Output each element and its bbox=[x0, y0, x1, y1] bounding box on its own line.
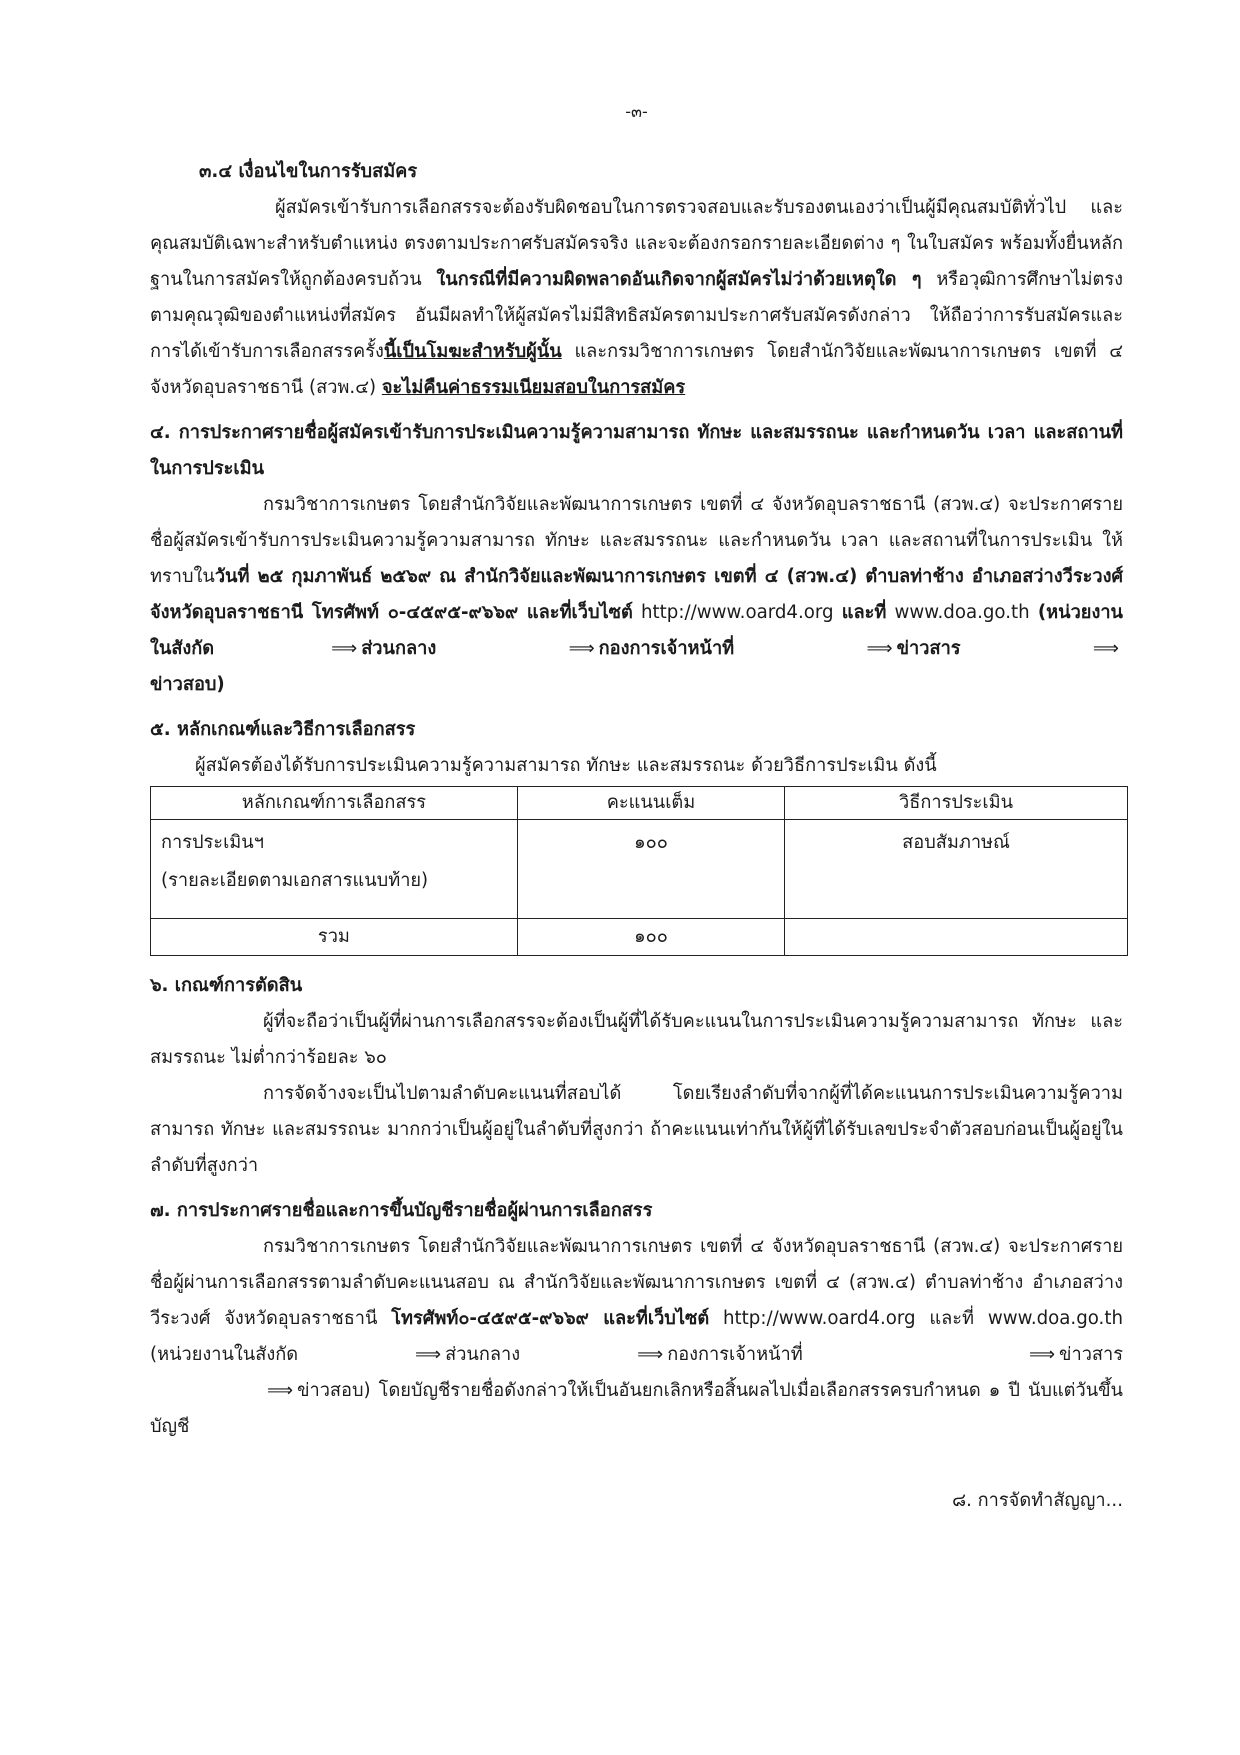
arrow-right-icon: ⟹ bbox=[1028, 1344, 1056, 1365]
section-6-para-2: การจัดจ้างจะเป็นไปตามลำดับคะแนนที่สอบได้ โดยเรียงลำดับที่จากผู้ที่ได้คะแนนการประเมินความรู้ความสามารถ ทักษะ และสมรรถนะ มากกว่าเป็นผู้อยู่ในลำดับที่สูงกว่า ถ้าคะแนนเท่ากันให้ผู้ที่ได้รับเลขประจำตัวสอบก่อนเป็นผู้อยู่ในลำดับที่สูงกว่า bbox=[150, 1083, 1123, 1176]
criteria-table bbox=[150, 786, 1128, 956]
table-header-row bbox=[151, 787, 1128, 820]
section-6-heading: ๖. เกณฑ์การตัดสิน bbox=[150, 975, 303, 996]
section-6-para-1: ผู้ที่จะถือว่าเป็นผู้ที่ผ่านการเลือกสรรจะต้องเป็นผู้ที่ได้รับคะแนนในการประเมินความรู้ความสามารถ ทักษะ และสมรรถนะ ไม่ต่ำกว่าร้อยละ ๖๐ bbox=[150, 1011, 1123, 1068]
total-score: ๑๐๐ bbox=[517, 919, 784, 956]
section-4-heading: ๔. การประกาศรายชื่อผู้สมัครเข้ารับการประเมินความรู้ความสามารถ ทักษะ และสมรรถนะ และกำหนดวัน เวลา และสถานที่ในการประเมิน bbox=[150, 422, 1123, 479]
section-7-heading: ๗. การประกาศรายชื่อและการขึ้นบัญชีรายชื่อผู้ผ่านการเลือกสรร bbox=[150, 1200, 653, 1221]
section-5-heading: ๕. หลักเกณฑ์และวิธีการเลือกสรร bbox=[150, 719, 416, 740]
section-3-4-body: ผู้สมัครเข้ารับการเลือกสรรจะต้องรับผิดชอบในการตรวจสอบและรับรองตนเองว่าเป็นผู้มีคุณสมบัติทั่วไป และคุณสมบัติเฉพาะสำหรับตำแหน่ง ตรงตามประกาศรับสมัครจริง และจะต้องกรอกรายละเอียดต่าง ๆ ในใบสมัคร พร้อมทั้งยื่นหลักฐานในการสมัครให้ถูกต้องครบถ้วน ในกรณีที่มีความผิดพลาดอันเกิดจากผู้สมัครไม่ว่าด้วยเหตุใด ๆ หรือวุฒิการศึกษาไม่ตรงตามคุณวุฒิของตำแหน่งที่สมัคร อันมีผลทำให้ผู้สมัครไม่มีสิทธิสมัครตามประกาศรับสมัครดังกล่าว ให้ถือว่าการรับสมัครและการได้เข้ารับการเลือกสรรครั้งนี้เป็นโมฆะสำหรับผู้นั้น และกรมวิชาการเกษตร โดยสำนักวิจัยและพัฒนาการเกษตร เขตที่ ๔ จังหวัดอุบลราชธานี (สวพ.๔) จะไม่คืนค่าธรรมเนียมสอบในการสมัคร bbox=[150, 197, 1123, 398]
arrow-right-icon: ⟹ bbox=[1092, 638, 1119, 659]
method-cell: สอบสัมภาษณ์ bbox=[785, 820, 1128, 919]
score-cell: ๑๐๐ bbox=[517, 820, 784, 919]
table-total-row bbox=[151, 919, 1128, 956]
arrow-right-icon: ⟹ bbox=[637, 1344, 664, 1365]
section-4-body: กรมวิชาการเกษตร โดยสำนักวิจัยและพัฒนาการเกษตร เขตที่ ๔ จังหวัดอุบลราชธานี (สวพ.๔) จะประกาศรายชื่อผู้สมัครเข้ารับการประเมินความรู้ความสามารถ ทักษะ และสมรรถนะ และกำหนดวัน เวลา และสถานที่ในการประเมิน ให้ทราบในวันที่ ๒๕ กุมภาพันธ์ ๒๕๖๙ ณ สำนักวิจัยและพัฒนาการเกษตร เขตที่ ๔ (สวพ.๔) ตำบลท่าช้าง อำเภอสว่างวีระวงศ์ จังหวัดอุบลราชธานี โทรศัพท์ ๐-๔๕๙๕-๙๖๖๙ และที่เว็บไซต์ http://www.oard4.org และที่ www.doa.go.th (หน่วยงานในสังกัด ⟹ ส่วนกลาง ⟹ กองการเจ้าหน้าที่ ⟹ ข่าวสาร ⟹ข่าวสอบ) bbox=[150, 494, 1123, 695]
arrow-right-icon: ⟹ bbox=[331, 638, 358, 659]
arrow-right-icon: ⟹ bbox=[568, 638, 595, 659]
arrow-right-icon: ⟹ bbox=[866, 638, 893, 659]
criteria-note: (รายละเอียดตามเอกสารแนบท้าย) bbox=[161, 870, 429, 891]
criteria-cell bbox=[151, 820, 518, 919]
table-header: หลักเกณฑ์การเลือกสรร bbox=[151, 787, 518, 820]
section-5-intro: ผู้สมัครต้องได้รับการประเมินความรู้ความสามารถ ทักษะ และสมรรถนะ ด้วยวิธีการประเมิน ดังนี้ bbox=[195, 755, 937, 776]
section-3-4-heading: ๓.๔ เงื่อนไขในการรับสมัคร bbox=[199, 161, 418, 182]
total-label: รวม bbox=[151, 919, 518, 956]
criteria-title: การประเมินฯ bbox=[161, 832, 264, 853]
table-row bbox=[151, 820, 1128, 919]
continuation-note: ๘. การจัดทำสัญญา... bbox=[952, 1490, 1123, 1511]
arrow-right-icon: ⟹ bbox=[267, 1380, 294, 1401]
section-7-body: กรมวิชาการเกษตร โดยสำนักวิจัยและพัฒนาการเกษตร เขตที่ ๔ จังหวัดอุบลราชธานี (สวพ.๔) จะประกาศรายชื่อผู้ผ่านการเลือกสรรตามลำดับคะแนนสอบ ณ สำนักวิจัยและพัฒนาการเกษตร เขตที่ ๔ (สวพ.๔) ตำบลท่าช้าง อำเภอสว่างวีระวงศ์ จังหวัดอุบลราชธานี โทรศัพท์๐-๔๕๙๕-๙๖๖๙ และที่เว็บไซต์ http://www.oard4.org และที่ www.doa.go.th (หน่วยงานในสังกัด ⟹ ส่วนกลาง ⟹ กองการเจ้าหน้าที่ ⟹ ข่าวสาร⟹ ข่าวสอบ) โดยบัญชีรายชื่อดังกล่าวให้เป็นอันยกเลิกหรือสิ้นผลไปเมื่อเลือกสรรครบกำหนด ๑ ปี นับแต่วันขึ้นบัญชี bbox=[150, 1236, 1123, 1437]
page-number: -๓- bbox=[625, 102, 648, 121]
total-method-cell bbox=[785, 919, 1128, 956]
table-header: วิธีการประเมิน bbox=[785, 787, 1128, 820]
table-header: คะแนนเต็ม bbox=[517, 787, 784, 820]
arrow-right-icon: ⟹ bbox=[415, 1344, 442, 1365]
